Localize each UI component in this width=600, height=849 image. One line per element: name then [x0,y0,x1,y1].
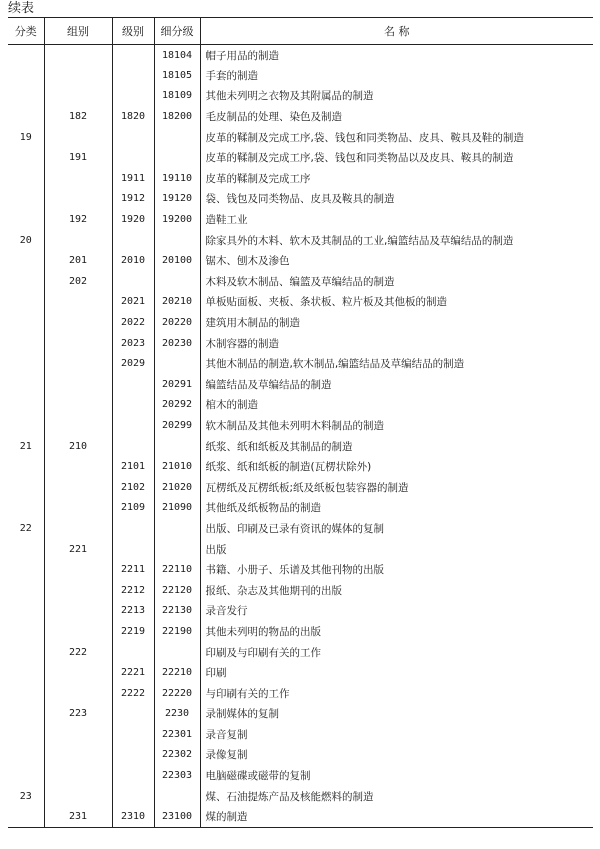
cell-group [44,374,112,395]
table-header-row [8,18,593,45]
cell-group [44,477,112,498]
table-row [8,312,593,333]
table-row [8,621,593,642]
table-row [8,436,593,457]
cell-name: 电脑磁碟或磁带的复制 [200,765,593,786]
table-row [8,106,593,127]
cell-class [112,65,154,86]
cell-group: 231 [44,806,112,827]
cell-subclass: 21090 [154,498,200,519]
cell-subclass: 18200 [154,106,200,127]
table-row [8,745,593,766]
cell-name: 软木制品及其他未列明木料制品的制造 [200,415,593,436]
cell-category: 20 [19,234,32,246]
cell-class: 1920 [112,209,154,230]
cell-subclass [154,539,200,560]
cell-category [8,456,44,477]
cell-group [44,189,112,210]
cell-subclass: 20220 [154,312,200,333]
cell-subclass: 22190 [154,621,200,642]
cell-group [44,45,112,66]
table-row [8,230,593,251]
cell-subclass [154,127,200,148]
cell-class [112,704,154,725]
cell-subclass [154,147,200,168]
table-row [8,765,593,786]
table-row [8,559,593,580]
table-row [8,86,593,107]
table-row [8,45,593,66]
table-row [8,189,593,210]
table-row [8,456,593,477]
cell-name: 手套的制造 [200,65,593,86]
cell-subclass: 22130 [154,601,200,622]
cell-name: 编篮结品及草编结品的制造 [200,374,593,395]
cell-subclass [154,786,200,807]
table-body [8,45,593,828]
table-row [8,292,593,313]
cell-group [44,662,112,683]
cell-category [8,250,44,271]
cell-subclass [154,230,200,251]
cell-name: 纸浆、纸和纸板的制造(瓦楞状除外) [200,456,593,477]
cell-class [112,745,154,766]
cell-name: 书籍、小册子、乐谱及其他刊物的出版 [200,559,593,580]
cell-category [8,559,44,580]
cell-category [8,333,44,354]
cell-subclass: 22220 [154,683,200,704]
cell-name: 印刷及与印刷有关的工作 [200,642,593,663]
table-row [8,518,593,539]
cell-class: 2102 [112,477,154,498]
header-group: 组别 [44,18,112,45]
cell-class: 1912 [112,189,154,210]
cell-class: 2212 [112,580,154,601]
cell-group [44,333,112,354]
table-row [8,250,593,271]
cell-subclass: 20100 [154,250,200,271]
cell-subclass: 2230 [154,704,200,725]
header-class: 级别 [112,18,154,45]
table-row [8,353,593,374]
cell-category [8,374,44,395]
cell-category [8,704,44,725]
cell-class: 2029 [112,353,154,374]
cell-category [8,415,44,436]
cell-category [8,189,44,210]
table-row [8,271,593,292]
cell-class [112,786,154,807]
cell-name: 与印刷有关的工作 [200,683,593,704]
table-row [8,168,593,189]
cell-subclass: 20299 [154,415,200,436]
cell-category: 19 [19,131,32,143]
cell-group: 202 [44,271,112,292]
cell-class: 2022 [112,312,154,333]
table-row [8,333,593,354]
cell-group [44,601,112,622]
cell-name: 建筑用木制品的制造 [200,312,593,333]
cell-group [44,86,112,107]
cell-category [8,724,44,745]
cell-class [112,230,154,251]
cell-name: 出版、印刷及已录有资讯的媒体的复制 [200,518,593,539]
cell-subclass: 22120 [154,580,200,601]
table-row [8,395,593,416]
cell-category [8,642,44,663]
cell-subclass: 23100 [154,806,200,827]
cell-name: 录制媒体的复制 [200,704,593,725]
table-row [8,147,593,168]
table-row [8,662,593,683]
cell-group [44,559,112,580]
table-row [8,209,593,230]
cell-subclass: 22302 [154,745,200,766]
cell-name: 录音复制 [200,724,593,745]
cell-group: 191 [44,147,112,168]
table-row [8,683,593,704]
cell-group [44,518,112,539]
classification-table [8,17,593,828]
table-row [8,539,593,560]
cell-class [112,45,154,66]
cell-category [8,477,44,498]
cell-class: 2023 [112,333,154,354]
cell-category: 21 [19,440,32,452]
table-row [8,724,593,745]
cell-category [8,147,44,168]
cell-name: 除家具外的木料、软木及其制品的工业,编篮结品及草编结品的制造 [200,230,593,251]
cell-group: 222 [44,642,112,663]
cell-category: 22 [19,522,32,534]
cell-category [8,65,44,86]
cell-group [44,765,112,786]
cell-category [8,106,44,127]
cell-group [44,353,112,374]
cell-category [8,271,44,292]
cell-subclass: 22303 [154,765,200,786]
cell-group: 201 [44,250,112,271]
table-row [8,477,593,498]
cell-subclass: 21010 [154,456,200,477]
cell-subclass: 18109 [154,86,200,107]
cell-class: 2101 [112,456,154,477]
cell-subclass: 20291 [154,374,200,395]
table-row [8,580,593,601]
cell-name: 皮革的鞣制及完成工序,袋、钱包和同类物品、皮具、鞍具及鞋的制造 [200,127,593,148]
cell-name: 木制容器的制造 [200,333,593,354]
table-row [8,65,593,86]
cell-name: 瓦楞纸及瓦楞纸板;纸及纸板包装容器的制造 [200,477,593,498]
cell-subclass: 19110 [154,168,200,189]
cell-class [112,271,154,292]
cell-category [8,580,44,601]
table-row [8,127,593,148]
cell-category: 23 [19,790,32,802]
cell-group [44,786,112,807]
cell-group [44,745,112,766]
cell-group [44,724,112,745]
cell-category [8,168,44,189]
cell-class: 2211 [112,559,154,580]
cell-class [112,765,154,786]
cell-class: 2021 [112,292,154,313]
cell-group [44,456,112,477]
table-row [8,806,593,827]
cell-subclass [154,436,200,457]
cell-name: 棺木的制造 [200,395,593,416]
cell-group [44,683,112,704]
cell-category [8,45,44,66]
cell-name: 木料及软木制品、编篮及草编结品的制造 [200,271,593,292]
cell-subclass: 22110 [154,559,200,580]
cell-subclass [154,353,200,374]
cell-subclass: 22301 [154,724,200,745]
cell-name: 毛皮制品的处理、染色及制造 [200,106,593,127]
cell-class [112,539,154,560]
cell-class: 2219 [112,621,154,642]
cell-category [8,621,44,642]
cell-category [8,745,44,766]
table-row [8,704,593,725]
cell-name: 其他纸及纸板物品的制造 [200,498,593,519]
cell-name: 其他未列明的物品的出版 [200,621,593,642]
cell-group [44,127,112,148]
cell-class [112,415,154,436]
cell-group [44,621,112,642]
cell-name: 纸浆、纸和纸板及其制品的制造 [200,436,593,457]
cell-subclass: 20210 [154,292,200,313]
cell-category [8,683,44,704]
cell-name: 报纸、杂志及其他期刊的出版 [200,580,593,601]
cell-subclass: 22210 [154,662,200,683]
cell-subclass: 21020 [154,477,200,498]
cell-subclass: 20230 [154,333,200,354]
cell-class [112,724,154,745]
cell-name: 袋、钱包及同类物品、皮具及鞍具的制造 [200,189,593,210]
cell-group: 182 [44,106,112,127]
cell-class: 2221 [112,662,154,683]
cell-group [44,168,112,189]
cell-name: 锯木、刨木及渗色 [200,250,593,271]
cell-name: 帽子用品的制造 [200,45,593,66]
cell-category [8,498,44,519]
cell-category [8,601,44,622]
cell-category [8,312,44,333]
table-row [8,498,593,519]
cell-subclass [154,518,200,539]
cell-class [112,436,154,457]
cell-class [112,395,154,416]
cell-category [8,539,44,560]
cell-group: 221 [44,539,112,560]
header-subclass: 细分级 [154,18,200,45]
header-category: 分类 [8,18,44,45]
cell-subclass [154,271,200,292]
table-row [8,415,593,436]
cell-group [44,65,112,86]
cell-name: 录像复制 [200,745,593,766]
cell-class [112,518,154,539]
cell-class: 2310 [112,806,154,827]
cell-name: 出版 [200,539,593,560]
cell-class: 2222 [112,683,154,704]
cell-name: 造鞋工业 [200,209,593,230]
cell-name: 皮革的鞣制及完成工序 [200,168,593,189]
table-row [8,374,593,395]
cell-class: 2213 [112,601,154,622]
cell-group [44,395,112,416]
cell-class: 1820 [112,106,154,127]
cell-group: 223 [44,704,112,725]
cell-name: 其他木制品的制造,软木制品,编篮结品及草编结品的制造 [200,353,593,374]
cell-category [8,209,44,230]
cell-group [44,580,112,601]
cell-class [112,374,154,395]
cell-category [8,292,44,313]
cell-group [44,415,112,436]
cell-group [44,292,112,313]
cell-group [44,498,112,519]
cell-category [8,395,44,416]
cell-name: 皮革的鞣制及完成工序,袋、钱包和同类物品以及皮具、鞍具的制造 [200,147,593,168]
cell-subclass: 19200 [154,209,200,230]
table-row [8,601,593,622]
cell-subclass: 20292 [154,395,200,416]
cell-name: 煤的制造 [200,806,593,827]
cell-category [8,86,44,107]
cell-name: 单板贴面板、夹板、条状板、粒片板及其他板的制造 [200,292,593,313]
cell-group [44,230,112,251]
table-caption: 续表 [8,1,35,16]
cell-class [112,147,154,168]
cell-subclass: 18105 [154,65,200,86]
header-name: 名 称 [200,18,593,45]
cell-name: 煤、石油提炼产品及核能燃料的制造 [200,786,593,807]
cell-class: 2010 [112,250,154,271]
cell-class [112,642,154,663]
cell-subclass: 18104 [154,45,200,66]
cell-class [112,127,154,148]
table-row [8,786,593,807]
cell-name: 印刷 [200,662,593,683]
cell-category [8,662,44,683]
cell-name: 录音发行 [200,601,593,622]
cell-class: 1911 [112,168,154,189]
cell-group: 192 [44,209,112,230]
cell-group [44,312,112,333]
cell-class: 2109 [112,498,154,519]
cell-subclass: 19120 [154,189,200,210]
cell-subclass [154,642,200,663]
cell-category [8,765,44,786]
cell-category [8,353,44,374]
cell-group: 210 [44,436,112,457]
cell-class [112,86,154,107]
table-row [8,642,593,663]
cell-category [8,806,44,827]
cell-name: 其他未列明之衣物及其附属品的制造 [200,86,593,107]
